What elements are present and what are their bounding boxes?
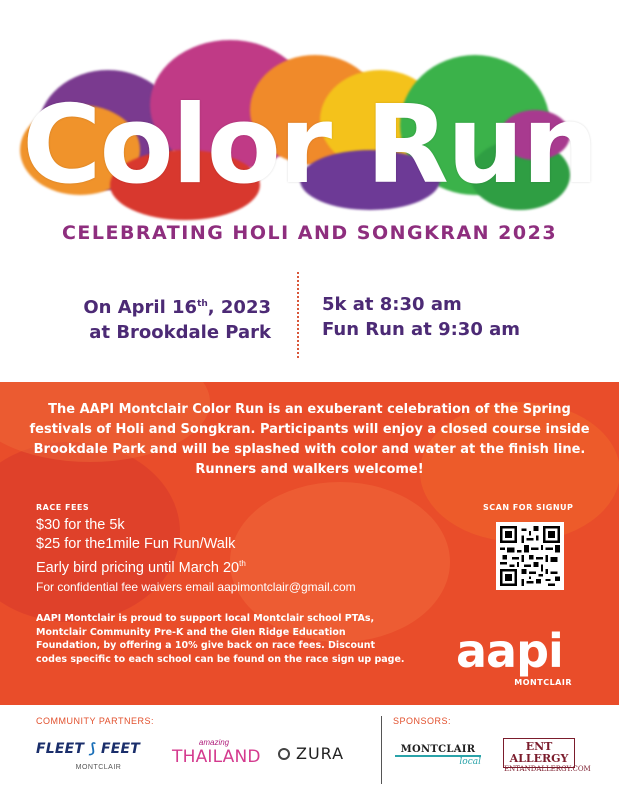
header-splash <box>0 0 619 255</box>
fleet-feet-swoosh-icon: ⟆ <box>89 741 96 757</box>
fee-fun-run: $25 for the1mile Fun Run/Walk <box>36 536 236 552</box>
fleet-feet-location: MONTCLAIR <box>75 764 122 771</box>
intro-text: The AAPI Montclair Color Run is an exuberant celebration of the Spring festivals of Holi and Songkran. Participants will enjoy a closed course inside Brookdale Park and will be splashed with color and water at the finish line. Runners and walkers welcome! <box>29 402 590 477</box>
zura-emblem-icon <box>278 748 290 760</box>
scan-heading: SCAN FOR SIGNUP <box>483 503 574 512</box>
fee-5k: $30 for the 5k <box>36 517 125 533</box>
page-subtitle: CELEBRATING HOLI AND SONGKRAN 2023 <box>61 222 558 244</box>
early-bird: Early bird pricing until March 20th <box>36 559 246 576</box>
race-fees-heading: RACE FEES <box>36 503 90 512</box>
fleet-feet-logo <box>36 740 161 771</box>
event-location: at Brookdale Park <box>89 322 271 343</box>
fee-waiver: For confidential fee waivers email aapimontclair@gmail.com <box>36 579 356 594</box>
sponsors-heading: SPONSORS: <box>393 716 452 726</box>
info-divider <box>297 272 299 358</box>
ent-allergy-logo <box>503 738 591 773</box>
montclair-local-word: MONTCLAIR <box>395 744 481 757</box>
race-fees-list <box>36 516 356 597</box>
support-text: AAPI Montclair is proud to support local Montclair school PTAs, Montclair Community Pre-K and the Glen Ridge Education Foundation, by offering a 10% give back on race fees. Discount codes specific to each school can be found on the race sign up page. <box>36 613 405 665</box>
footer-divider <box>381 716 382 784</box>
zura-logo <box>278 744 344 763</box>
montclair-local-sub: local <box>459 757 481 767</box>
event-times <box>322 292 520 342</box>
amazing-thailand-logo <box>172 738 261 767</box>
qr-code-icon <box>500 526 560 586</box>
signup-qr-code[interactable] <box>496 522 564 590</box>
event-date: On April 16th, 2023 <box>83 297 271 318</box>
details-band <box>0 382 619 705</box>
amazing-thailand-word: THAILAND <box>172 747 261 767</box>
aapi-montclair-logo <box>456 624 596 687</box>
aapi-logo-main: aapi <box>456 624 563 678</box>
event-date-location <box>83 292 271 345</box>
ent-allergy-word: ENT ALLERGY <box>509 740 569 765</box>
page-title: Color Run <box>22 83 597 208</box>
time-5k: 5k at 8:30 am <box>322 294 462 315</box>
ent-allergy-url: ENTANDALLERGY.COM <box>504 765 591 773</box>
montclair-local-logo <box>395 744 481 767</box>
fleet-feet-word2: FEET <box>100 741 140 757</box>
time-fun-run: Fun Run at 9:30 am <box>322 319 521 340</box>
fleet-feet-word1: FLEET <box>36 741 85 757</box>
zura-word: ZURA <box>296 744 345 763</box>
amazing-thailand-top: amazing <box>198 738 230 747</box>
aapi-logo-sub: MONTCLAIR <box>514 678 572 687</box>
community-partners-heading: COMMUNITY PARTNERS: <box>36 716 155 726</box>
